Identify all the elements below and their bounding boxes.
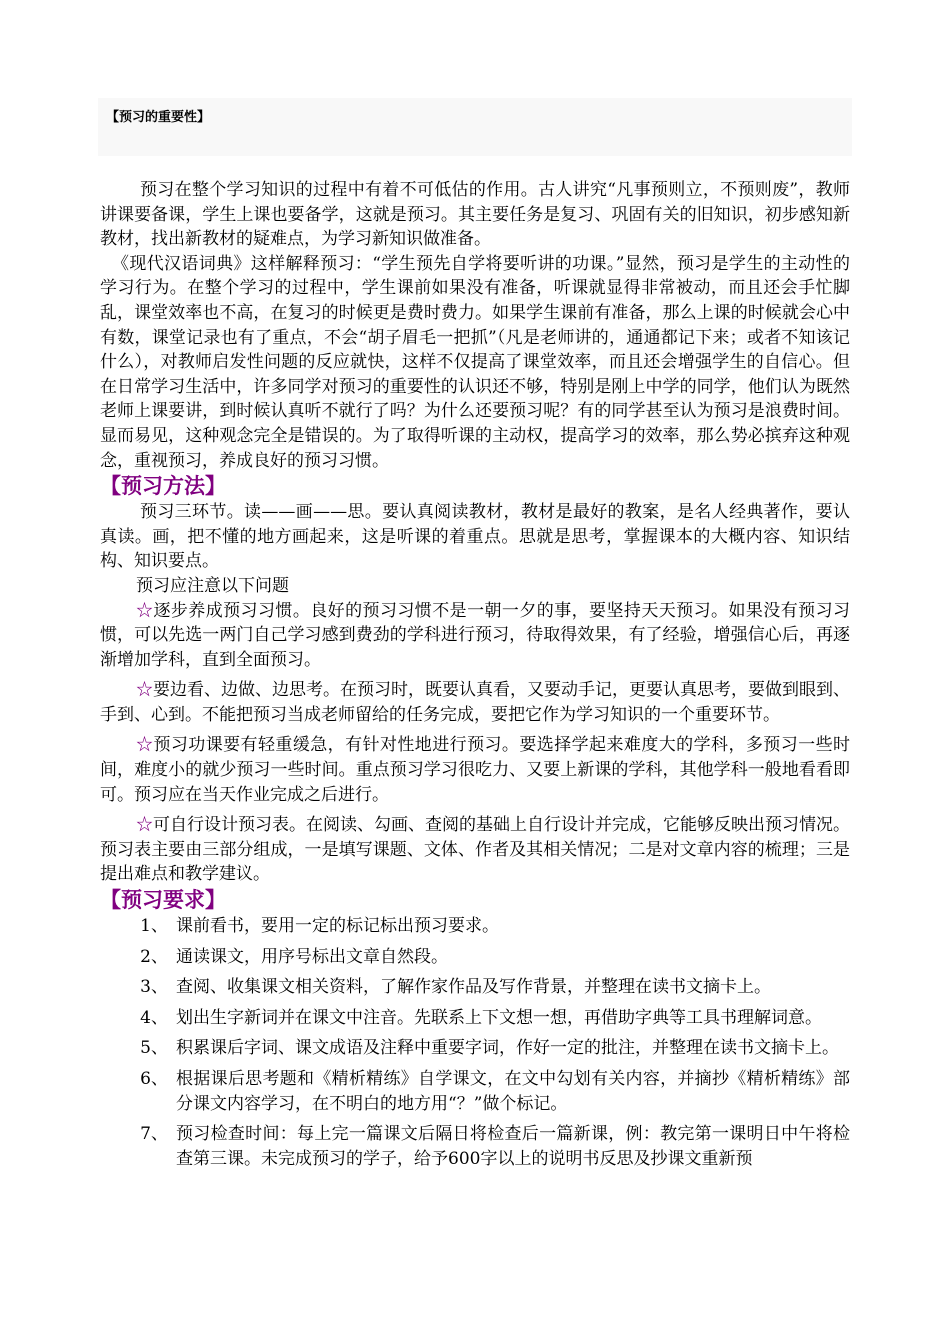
requirement-item (100, 914, 850, 939)
methods-paragraph: 预习三环节。读——画——思。要认真阅读教材，教材是最好的教案，是名人经典著作，要认真读。画，把不懂的地方画起来，这是听课的着重点。思就是思考，掌握课本的大概内容、知识结构、知识要点。 (100, 502, 850, 572)
requirement-item (100, 1006, 850, 1031)
section-title: 【预习的重要性】 (106, 110, 211, 125)
star-icon: ☆ (136, 815, 153, 836)
document-body (100, 178, 850, 1171)
star-icon: ☆ (136, 680, 153, 701)
requirement-item (100, 975, 850, 1000)
requirement-text: 积累课后字词、课文成语及注释中重要字词，作好一定的批注，并整理在读书文摘卡上。 (176, 1038, 839, 1059)
star-icon: ☆ (136, 600, 154, 621)
methods-heading: 【预习方法】 (100, 474, 226, 499)
method-item (100, 599, 850, 673)
requirements-heading: 【预习要求】 (100, 888, 226, 913)
requirement-text: 查阅、收集课文相关资料，了解作家作品及写作背景，并整理在读书文摘卡上。 (176, 977, 771, 998)
requirement-text: 课前看书，要用一定的标记标出预习要求。 (176, 916, 499, 937)
title-box (98, 98, 852, 156)
requirement-number: 5、 (140, 1038, 168, 1059)
requirement-number: 1、 (140, 916, 168, 937)
requirement-number: 2、 (140, 946, 168, 967)
requirement-number: 7、 (140, 1124, 168, 1145)
requirement-text: 根据课后思考题和《精析精练》自学课文，在文中勾划有关内容，并摘抄《精析精练》部分课文内容学习，在不明白的地方用“？”做个标记。 (176, 1069, 850, 1114)
star-icon: ☆ (136, 735, 154, 756)
requirement-item (100, 1036, 850, 1061)
method-item (100, 678, 850, 727)
requirement-item (100, 1122, 850, 1171)
requirement-number: 3、 (140, 977, 168, 998)
requirement-number: 4、 (140, 1007, 168, 1028)
method-item (100, 813, 850, 887)
requirement-item (100, 945, 850, 970)
method-item-text: 逐步养成预习习惯。良好的预习习惯不是一朝一夕的事，要坚持天天预习。如果没有预习习惯，可以先选一两门自己学习感到费劲的学科进行预习，待取得效果，有了经验，增强信心后，再逐渐增加学科，直到全面预习。 (100, 600, 851, 670)
requirement-text: 通读课文，用序号标出文章自然段。 (176, 946, 448, 967)
requirement-text: 划出生字新词并在课文中注音。先联系上下文想一想，再借助字典等工具书理解词意。 (176, 1007, 822, 1028)
requirement-item (100, 1067, 850, 1116)
method-item-text: 要边看、边做、边思考。在预习时，既要认真看，又要动手记，更要认真思考，要做到眼到、手到、心到。不能把预习当成老师留给的任务完成，要把它作为学习知识的一个重要环节。 (100, 680, 850, 725)
method-item (100, 733, 850, 807)
methods-note: 预习应注意以下问题 (136, 575, 289, 596)
requirement-text: 预习检查时间：每上完一篇课文后隔日将检查后一篇新课，例：教完第一课明日中午将检查第三课。未完成预习的学子，给予600字以上的说明书反思及抄课文重新预 (176, 1124, 850, 1169)
requirement-number: 6、 (140, 1069, 168, 1089)
method-item-text: 预习功课要有轻重缓急，有针对性地进行预习。要选择学起来难度大的学科，多预习一些时间，难度小的就少预习一些时间。重点预习学习很吃力、又要上新课的学科，其他学科一般地看看即可。预习应在当天作业完成之后进行。 (100, 735, 851, 805)
importance-paragraph-2: 《现代汉语词典》这样解释预习：“学生预先自学将要听讲的功课。”显然，预习是学生的主动性的学习行为。在整个学习的过程中，学生课前如果没有准备，听课就显得非常被动，而且还会手忙脚乱，课堂效率也不高，在复习的时候更是费时费力。如果学生课前有准备，那么上课的时候就会心中有数，课堂记录也有了重点，不会“胡子眉毛一把抓”（凡是老师讲的，通通都记下来；或者不知该记什么），对教师启发性问题的反应就快，这样不仅提高了课堂效率，而且还会增强学生的自信心。但在日常学习生活中，许多同学对预习的重要性的认识还不够，特别是刚上中学的同学，他们认为既然老师上课要讲，到时候认真听不就行了吗？为什么还要预习呢？有的同学甚至认为预习是浪费时间。显而易见，这种观念完全是错误的。为了取得听课的主动权，提高学习的效率，那么势必摈弃这种观念，重视预习，养成良好的预习习惯。 (100, 253, 850, 471)
method-item-text: 可自行设计预习表。在阅读、勾画、查阅的基础上自行设计并完成，它能够反映出预习情况。预习表主要由三部分组成，一是填写课题、文体、作者及其相关情况；二是对文章内容的梳理；三是提出难点和教学建议。 (100, 815, 850, 885)
importance-paragraph-1: 预习在整个学习知识的过程中有着不可低估的作用。古人讲究“凡事预则立，不预则废”，教师讲课要备课，学生上课也要备学，这就是预习。其主要任务是复习、巩固有关的旧知识，初步感知新教材，找出新教材的疑难点，为学习新知识做准备。 (100, 180, 850, 250)
